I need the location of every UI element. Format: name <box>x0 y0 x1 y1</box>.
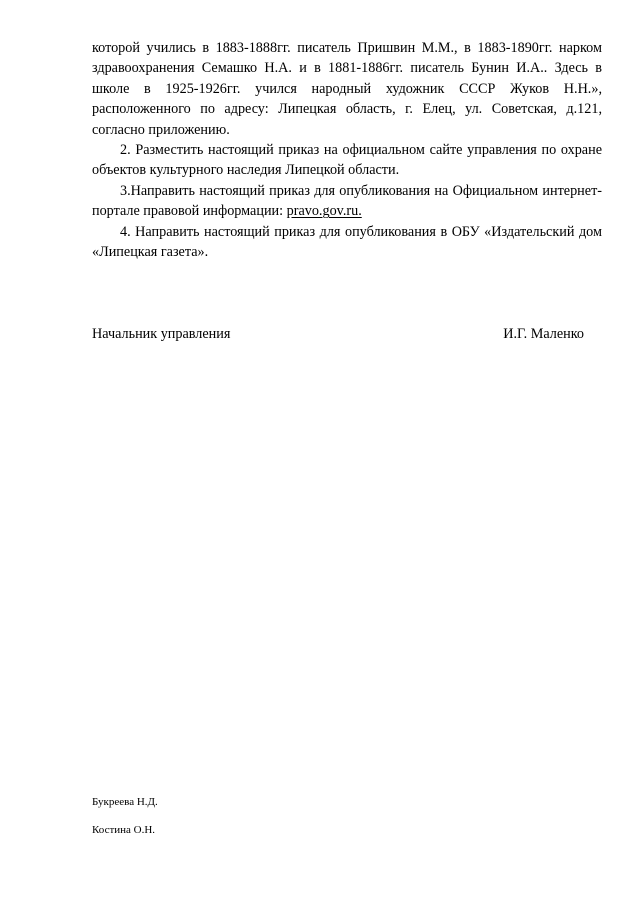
signatory-title: Начальник управления <box>92 326 231 342</box>
order-item-4: 4. Направить настоящий приказ для опубликования в ОБУ «Издательский дом «Липецкая газета». <box>92 223 602 261</box>
order-item-3-text: 3.Направить настоящий приказ для опубликования на Официальном интернет-портале правовой информации: <box>92 182 602 220</box>
order-body <box>92 38 602 262</box>
pravo-gov-link[interactable]: pravo.gov.ru. <box>286 203 362 220</box>
executor-name: Букреева Н.Д. <box>92 796 158 808</box>
executor-name: Костина О.Н. <box>92 824 156 836</box>
signatory-name: И.Г. Маленко <box>503 326 584 342</box>
order-item-2: 2. Разместить настоящий приказ на официальном сайте управления по охране объектов культурного наследия Липецкой области. <box>92 142 602 179</box>
paragraph-continuation: которой учились в 1883-1888гг. писатель Пришвин М.М., в 1883-1890гг. нарком здравоохранения Семашко Н.А. и в 1881-1886гг. писатель Бунин И.А.. Здесь в школе в 1925-1926гг. учился народный художник СССР Жуков Н.Н.», расположенного по адресу: Липецкая область, г. Елец, ул. Советская, д.121, согласно приложению. <box>92 40 602 138</box>
executors-block <box>92 796 158 837</box>
order-item-3 <box>92 181 602 222</box>
